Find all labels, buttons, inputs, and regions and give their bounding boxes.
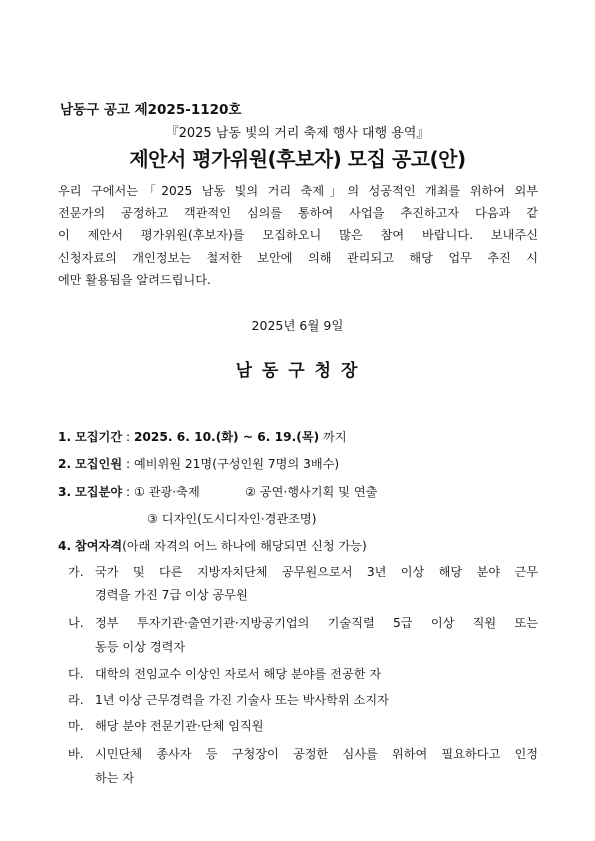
period-dates: 2025. 6. 10.(화) ~ 6. 19.(목) bbox=[133, 430, 320, 444]
item-separator: : bbox=[122, 430, 134, 444]
qual-mark: 나. bbox=[68, 616, 84, 630]
field-option: ③ 디자인(도시디자인·경관조명) bbox=[147, 512, 317, 526]
qual-mark: 다. bbox=[68, 667, 84, 681]
item-separator: : bbox=[122, 485, 134, 499]
item-label: 모집기간 bbox=[75, 430, 123, 444]
item-qualification bbox=[58, 537, 367, 554]
item-number: 2. bbox=[58, 457, 72, 471]
qual-text: 해당 분야 전문기관·단체 임직원 bbox=[95, 719, 264, 733]
intro-line: 에만 활용됨을 알려드립니다. bbox=[58, 273, 211, 287]
qual-text: 동등 이상 경력자 bbox=[95, 640, 186, 654]
qual-mark: 가. bbox=[68, 565, 84, 579]
intro-line: 전문가의 공정하고 객관적인 심의를 통하여 사업을 추진하고자 다음과 같 bbox=[58, 206, 538, 220]
item-label: 모집분야 bbox=[75, 485, 123, 499]
qual-text: 정부 투자기관·출연기관·지방공기업의 기술직렬 5급 이상 직원 또는 bbox=[95, 616, 538, 630]
qual-text: 하는 자 bbox=[95, 771, 135, 785]
field-option: ② 공연·행사기획 및 연출 bbox=[245, 485, 378, 499]
item-field bbox=[58, 483, 200, 500]
document-number: 남동구 공고 제2025-1120호 bbox=[60, 102, 242, 118]
period-suffix: 까지 bbox=[319, 430, 347, 444]
qual-text: 1년 이상 근무경력을 가진 기술사 또는 박사학위 소지자 bbox=[95, 693, 389, 707]
page-title: 제안서 평가위원(후보자) 모집 공고(안) bbox=[129, 147, 466, 171]
item-count bbox=[58, 455, 339, 472]
intro-line: 우리 구에서는「2025 남동 빛의 거리 축제」의 성공적인 개최를 위하여 외부 bbox=[58, 184, 538, 198]
intro-line: 신청자료의 개인정보는 철저한 보안에 의해 관리되고 해당 업무 추진 시 bbox=[58, 251, 538, 265]
qual-mark: 라. bbox=[68, 693, 84, 707]
field-option: ① 관광·축제 bbox=[133, 485, 200, 499]
qual-text: 경력을 가진 7급 이상 공무원 bbox=[95, 588, 248, 602]
intro-line: 이 제안서 평가위원(후보자)를 모집하오니 많은 참여 바랍니다. 보내주신 bbox=[58, 228, 538, 242]
item-separator: : bbox=[122, 457, 134, 471]
item-number: 4. bbox=[58, 539, 72, 553]
item-number: 3. bbox=[58, 485, 72, 499]
qualification-note: (아래 자격의 어느 하나에 해당되면 신청 가능) bbox=[122, 539, 367, 553]
count-value: 예비위원 21명(구성인원 7명의 3배수) bbox=[133, 457, 340, 471]
qual-text: 시민단체 종사자 등 구청장이 공정한 심사를 위하여 필요하다고 인정 bbox=[95, 747, 538, 761]
qual-mark: 마. bbox=[68, 719, 84, 733]
subtitle: 『2025 남동 빛의 거리 축제 행사 대행 용역』 bbox=[165, 126, 430, 141]
qual-text: 대학의 전임교수 이상인 자로서 해당 분야를 전공한 자 bbox=[95, 667, 382, 681]
announcement-date: 2025년 6월 9일 bbox=[251, 318, 344, 333]
item-label: 참여자격 bbox=[75, 539, 123, 553]
item-period bbox=[58, 428, 347, 445]
item-label: 모집인원 bbox=[75, 457, 123, 471]
issuing-authority: 남 동 구 청 장 bbox=[235, 361, 360, 381]
item-number: 1. bbox=[58, 430, 72, 444]
qual-text: 국가 및 다른 지방자치단체 공무원으로서 3년 이상 해당 분야 근무 bbox=[95, 565, 538, 579]
qual-mark: 바. bbox=[68, 747, 84, 761]
